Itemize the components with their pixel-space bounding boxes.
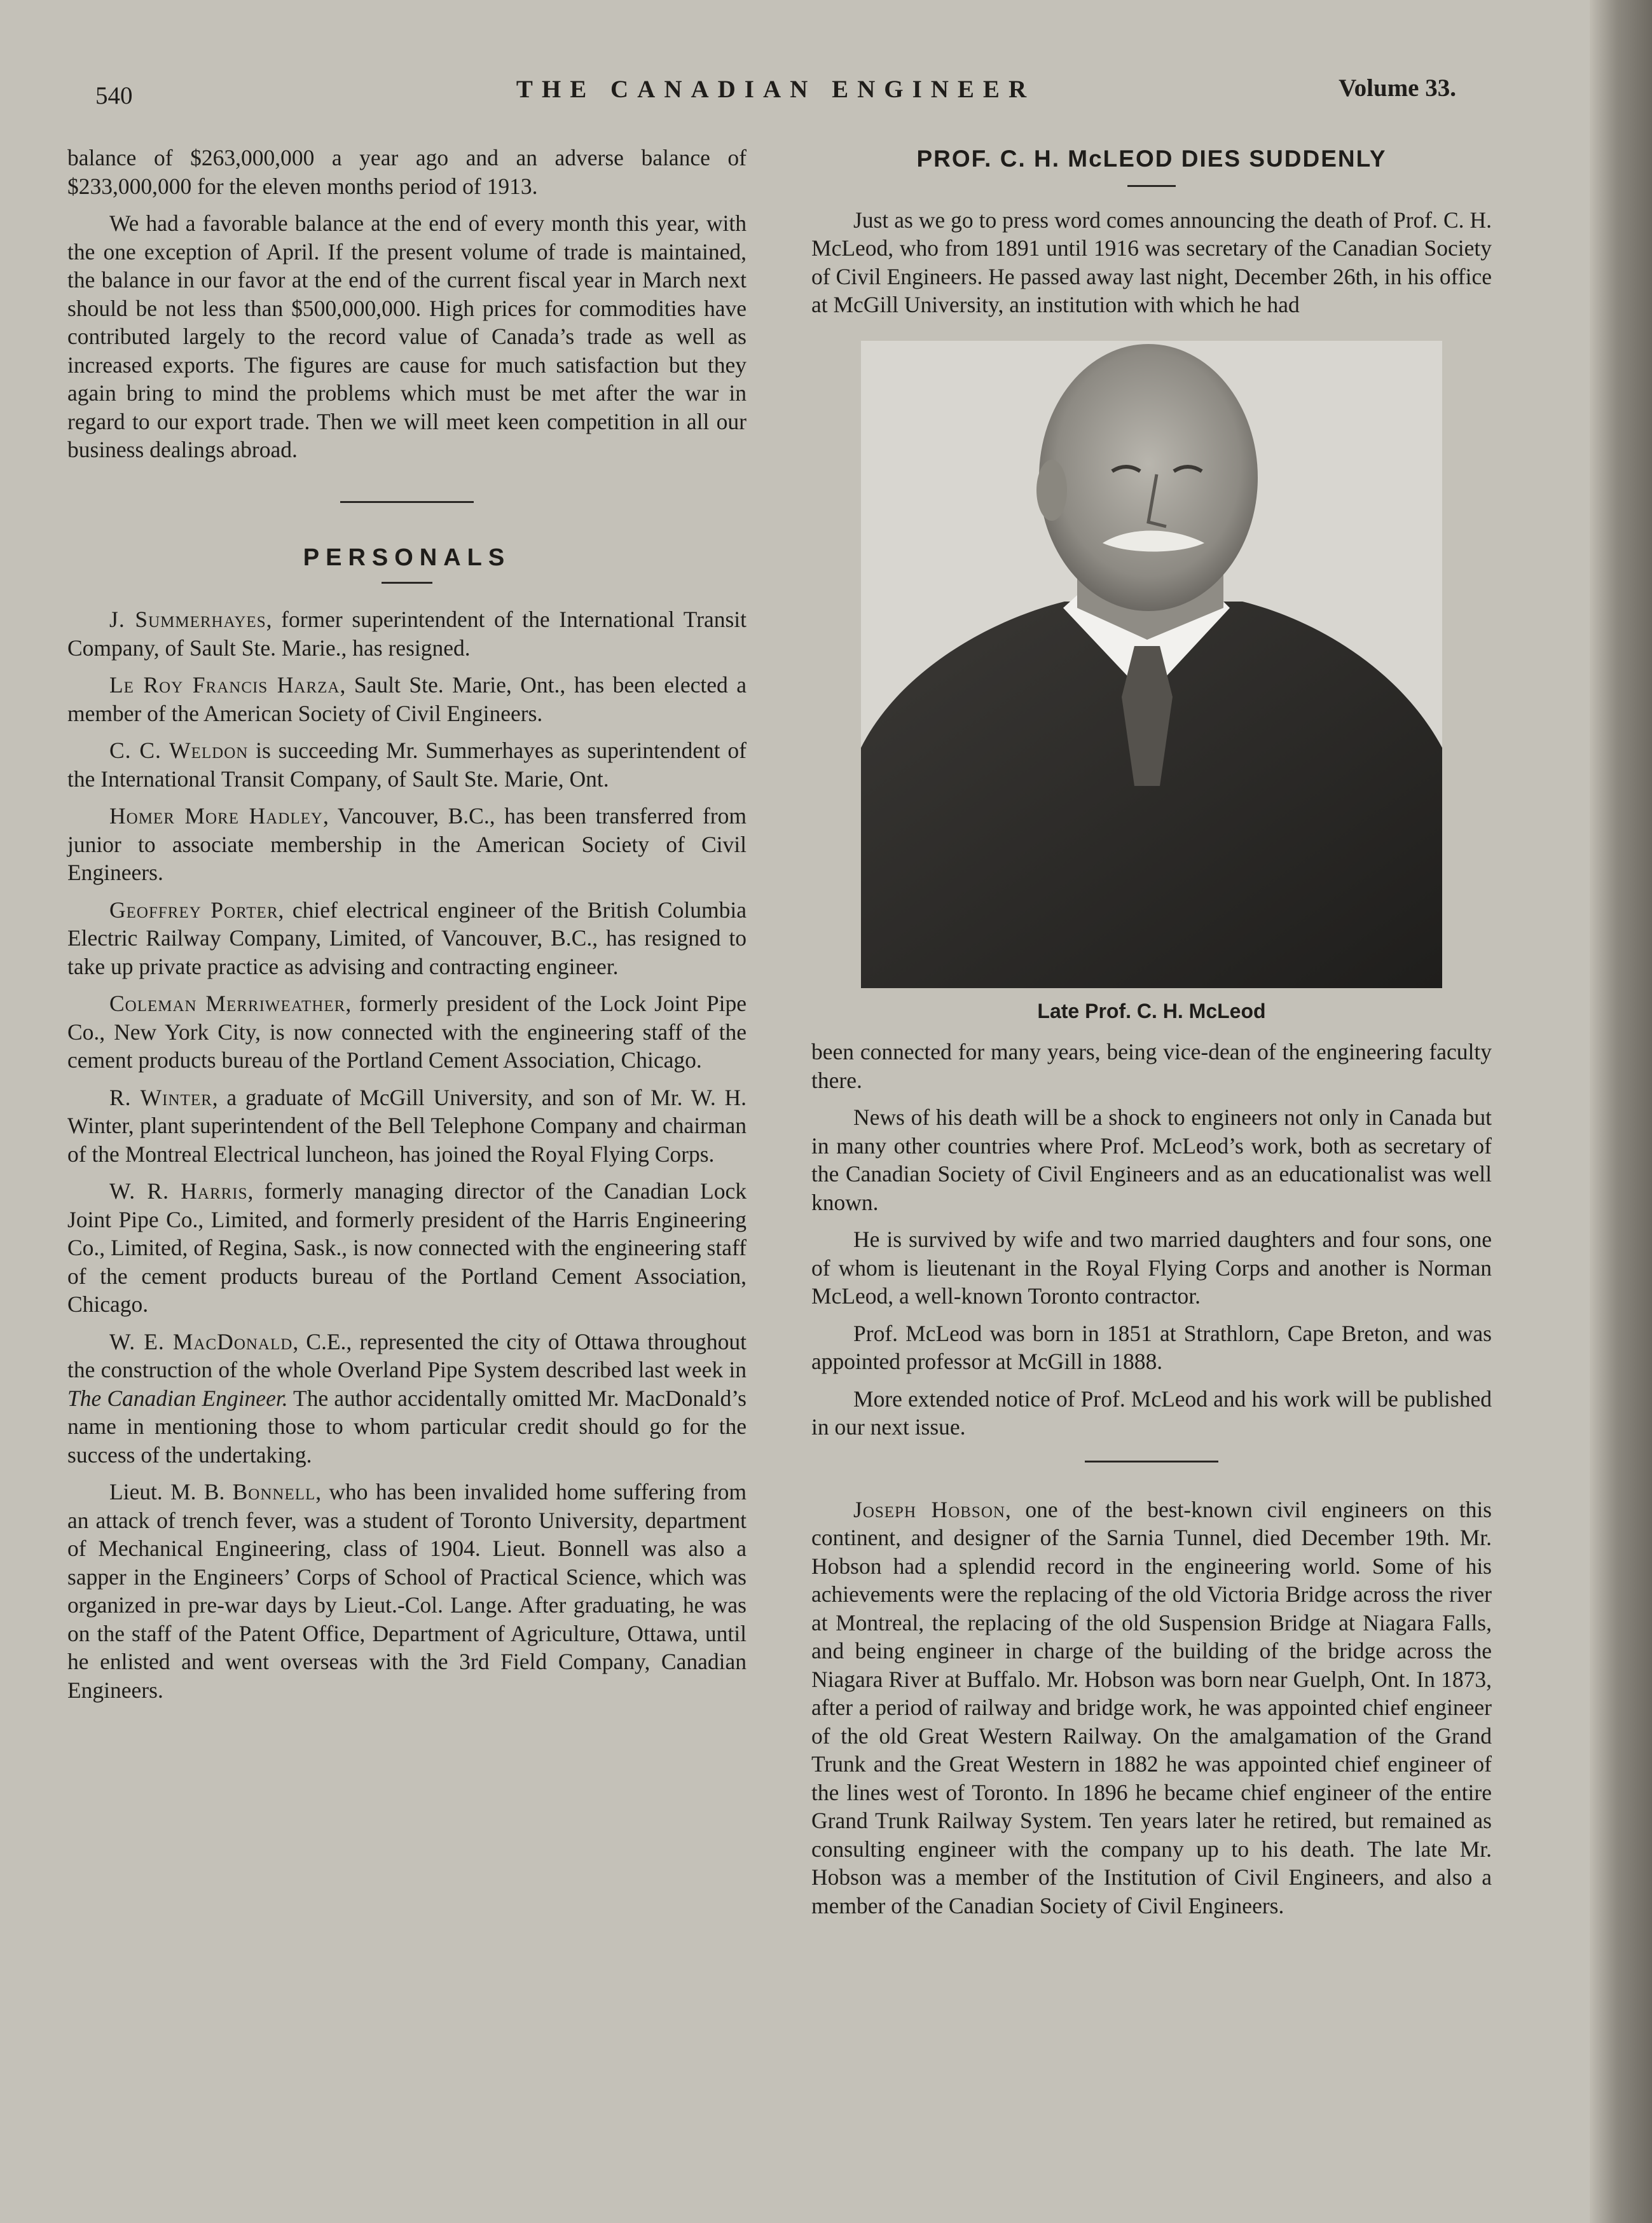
left-column — [67, 144, 747, 1713]
obituary-text: , one of the best-known civil engineers on this continent, and designer of the Sarnia Tunnel, died December 19th. Mr. Hobson had a splendid record in the engineering world. Some of his achievements were the replacing of the old Victoria Bridge across the river at Montreal, the replacing of the old Suspension Bridge at Niagara Falls, and being engineer in charge of the building of the bridge across the Niagara River at Buffalo. Mr. Hobson was born near Guelph, Ont. In 1873, after a period of railway and bridge work, he was appointed chief engineer of the old Great Western Railway. On the amalgamation of the Grand Trunk and the Great Western in 1882 he was appointed chief engineer of the lines west of Toronto. In 1896 he became chief engineer of the entire Grand Trunk Railway System. Ten years later he retired, but remained as consulting engineer with the company up to his death. The late Mr. Hobson was a member of the Institution of Civil Engineers, and also a member of the Canadian Society of Civil Engineers. — [811, 1496, 1492, 1918]
personal-text: The author accidentally omitted Mr. MacDonald’s name in mentioning those to whom particular credit should go for the success of the undertaking. — [67, 1385, 747, 1468]
page-number: 540 — [95, 82, 133, 109]
portrait-image — [861, 341, 1442, 988]
personal-name: Geoffrey Porter — [109, 897, 279, 923]
personal-text: , Vancouver, B.C., has been transferred from junior to associate membership in the American Society of Civil Engineers. — [67, 803, 747, 885]
personal-item — [67, 671, 747, 727]
publication-title: The Canadian Engineer. — [67, 1385, 288, 1411]
page-header — [95, 70, 1456, 108]
personal-text: , who has been invalided home suffering from an attack of trench fever, was a student of Toronto University, department of Mechanical Engineering, class of 1904. Lieut. Bonnell was also a sapper in the Engineers’ Corps of School of Practical Science, which was organized in pre-war days by Lieut.-Col. Lange. After graduating, he was on the staff of the Patent Office, Department of Agriculture, Ottawa, until he enlisted and went overseas with the 3rd Field Company, Canadian Engineers. — [67, 1479, 747, 1703]
obituary-paragraph: News of his death will be a shock to engineers not only in Canada but in many other countries where Prof. McLeod’s work, both as secretary of the Canadian Society of Civil Engineers and as an educationalist was well known. — [811, 1105, 1492, 1215]
personal-item — [67, 896, 747, 981]
masthead: THE CANADIAN ENGINEER — [516, 76, 1036, 103]
section-divider — [1085, 1461, 1218, 1462]
personal-item — [67, 605, 747, 662]
personal-name: Homer More Hadley — [109, 803, 323, 829]
volume-label: Volume 33. — [1339, 74, 1456, 102]
personal-item — [67, 1084, 747, 1169]
trade-paragraph: We had a favorable balance at the end of every month this year, with the one exception of April. If the present volume of trade is maintained, the balance in our favor at the end of the current fiscal year in March next should be not less than $500,000,000. High prices for commodities have contributed largely to the record value of Canada’s trade as well as increased exports. The figures are cause for much satisfaction but they again bring to mind the problems which must be met after the war in regard to our export trade. Then we will meet keen competition in all our business dealings abroad. — [67, 210, 747, 462]
personal-text: , chief electrical engineer of the British Columbia Electric Railway Company, Limited, of Vancouver, B.C., has resigned to take up private practice as advising and contracting engineer. — [67, 897, 747, 979]
heading-underline — [1127, 185, 1176, 187]
personals-heading: PERSONALS — [303, 544, 511, 571]
personal-text: , former superintendent of the International Transit Company, of Sault Ste. Marie., has resigned. — [67, 607, 747, 661]
personal-name: W. E. MacDonald — [109, 1328, 293, 1354]
personal-name: Bonnell — [232, 1479, 316, 1504]
obituary-heading: PROF. C. H. McLEOD DIES SUDDENLY — [916, 146, 1387, 172]
personal-name: C. C. Weldon — [109, 738, 249, 763]
personal-item — [67, 989, 747, 1075]
photo-caption: Late Prof. C. H. McLeod — [1037, 999, 1266, 1022]
personal-rank: Lieut. M. B. — [109, 1479, 233, 1504]
obituary-paragraph: More extended notice of Prof. McLeod and his work will be published in our next issue. — [811, 1386, 1492, 1440]
personal-text: is succeeding Mr. Summerhayes as superintendent of the International Transit Company, of Sault Ste. Marie, Ont. — [67, 738, 747, 792]
hobson-obituary — [811, 1496, 1492, 1920]
personal-name: Coleman Merriweather — [109, 991, 346, 1016]
obituary-paragraph: Prof. McLeod was born in 1851 at Strathlorn, Cape Breton, and was appointed professor at McGill in 1888. — [811, 1320, 1492, 1374]
section-divider — [340, 501, 474, 503]
personal-text: , C.E., represented the city of Ottawa throughout the construction of the whole Overland Pipe System described last week in — [67, 1328, 747, 1382]
personal-text: , formerly managing director of the Canadian Lock Joint Pipe Co., Limited, and formerly president of the Harris Engineering Co., Limited, of Regina, Sask., is now connected with the engineering staff of the cement products bureau of the Portland Cement Association, Chicago. — [67, 1178, 747, 1317]
personal-item-bonnell — [67, 1478, 747, 1704]
personal-item — [67, 1177, 747, 1319]
obituary-paragraph: He is survived by wife and two married daughters and four sons, one of whom is lieutenant in the Royal Flying Corps and another is Norman McLeod, a well-known Toronto contractor. — [811, 1227, 1492, 1309]
personal-text: , Sault Ste. Marie, Ont., has been elected a member of the American Society of Civil Engineers. — [67, 672, 747, 726]
portrait-photo — [861, 341, 1442, 988]
trade-continuation: balance of $263,000,000 a year ago and an adverse balance of $233,000,000 for the eleven months period of 1913. — [67, 145, 747, 199]
personal-item — [67, 736, 747, 793]
personal-text: , formerly president of the Lock Joint Pipe Co., New York City, is now connected with the engineering staff of the cement products bureau of the Portland Cement Association, Chicago. — [67, 991, 747, 1073]
obituary-continuation: been connected for many years, being vice-dean of the engineering faculty there. — [811, 1039, 1492, 1093]
personal-name: J. Summerhayes — [109, 607, 266, 632]
personal-name: R. Winter — [109, 1084, 212, 1110]
personal-item-macdonald — [67, 1328, 747, 1469]
personal-item — [67, 802, 747, 887]
personal-name: Le Roy Francis Harza — [109, 672, 340, 698]
personal-text: , a graduate of McGill University, and son of Mr. W. H. Winter, plant superintendent of the Bell Telephone Company and chairman of the Montreal Electrical luncheon, has joined the Royal Flying Corps. — [67, 1084, 747, 1167]
right-column — [811, 139, 1492, 1929]
personal-name: Joseph Hobson — [853, 1496, 1005, 1522]
heading-underline — [382, 582, 432, 584]
book-spine-shadow — [1590, 0, 1652, 2223]
obituary-opening: Just as we go to press word comes announcing the death of Prof. C. H. McLeod, who from 1891 until 1916 was secretary of the Canadian Society of Civil Engineers. He passed away last night, December 26th, in his office at McGill University, an institution with which he had — [811, 207, 1492, 317]
personal-name: W. R. Harris — [109, 1178, 248, 1204]
